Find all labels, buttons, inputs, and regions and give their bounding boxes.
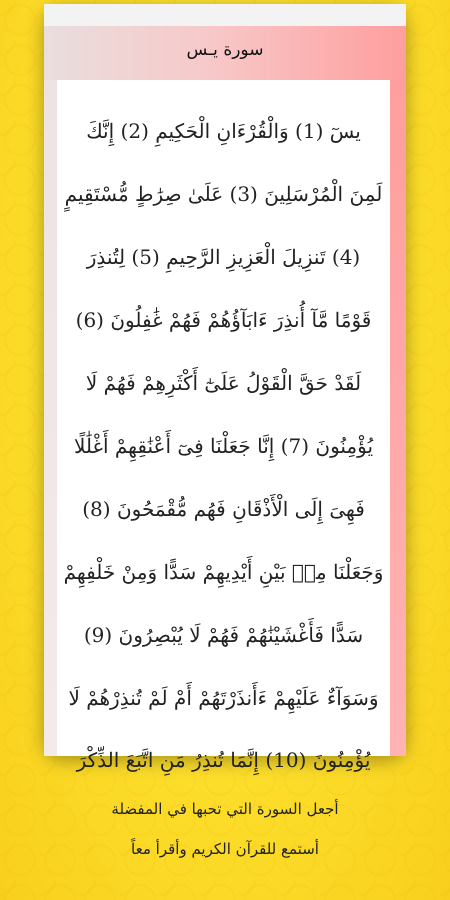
promo-caption-listen: أستمع للقرآن الكريم وأقرأ معاً xyxy=(131,840,319,858)
verse-line: يسٓ (1) وَالْقُرْءَانِ الْحَكِيمِ (2) إِنَّكَ xyxy=(86,119,361,143)
verse-line: يُؤْمِنُونَ (7) إِنَّا جَعَلْنَا فِىٓ أَعْنَٰقِهِمْ أَغْلَٰلًا xyxy=(73,434,374,458)
page-edge-left xyxy=(44,80,57,756)
verse-line: يُؤْمِنُونَ (10) إِنَّمَا تُنذِرُ مَنِ اتَّبَعَ الذِّكْرَ xyxy=(76,748,371,772)
verse-line: سَدًّا فَأَغْشَيْنَٰهُمْ فَهُمْ لَا يُبْصِرُونَ (9) xyxy=(83,623,364,647)
verse-line: وَجَعَلْنَا مِنۢ بَيْنِ أَيْدِيهِمْ سَدًّا وَمِنْ خَلْفِهِمْ xyxy=(63,560,384,584)
verse-line: قَوْمًا مَّآ أُنذِرَ ءَابَآؤُهُمْ فَهُمْ غَٰفِلُونَ (6) xyxy=(75,308,372,332)
page-edge-right xyxy=(390,80,406,756)
verse-line: لَمِنَ الْمُرْسَلِينَ (3) عَلَىٰ صِرَٰطٍ مُّسْتَقِيمٍ xyxy=(64,182,383,206)
verse-line: لَقَدْ حَقَّ الْقَوْلُ عَلَىٰٓ أَكْثَرِهِمْ فَهُمْ لَا xyxy=(85,371,362,395)
verse-line: (4) تَنزِيلَ الْعَزِيزِ الرَّحِيمِ (5) لِتُنذِرَ xyxy=(86,245,361,269)
quran-text-page[interactable] xyxy=(57,80,390,772)
app-header xyxy=(44,26,406,80)
phone-frame xyxy=(44,4,406,772)
verse-line: فَهِىَ إِلَى الْأَذْقَانِ فَهُم مُّقْمَحُونَ (8) xyxy=(82,497,365,521)
promo-caption-favorites: أجعل السورة التي تحبها في المفضلة xyxy=(111,800,339,818)
verse-list xyxy=(57,100,390,772)
status-bar xyxy=(44,4,406,26)
surah-title: سورة يـس xyxy=(186,40,264,60)
verse-line: وَسَوَآءٌ عَلَيْهِمْ ءَأَنذَرْتَهُمْ أَمْ لَمْ تُنذِرْهُمْ لَا xyxy=(68,686,379,710)
